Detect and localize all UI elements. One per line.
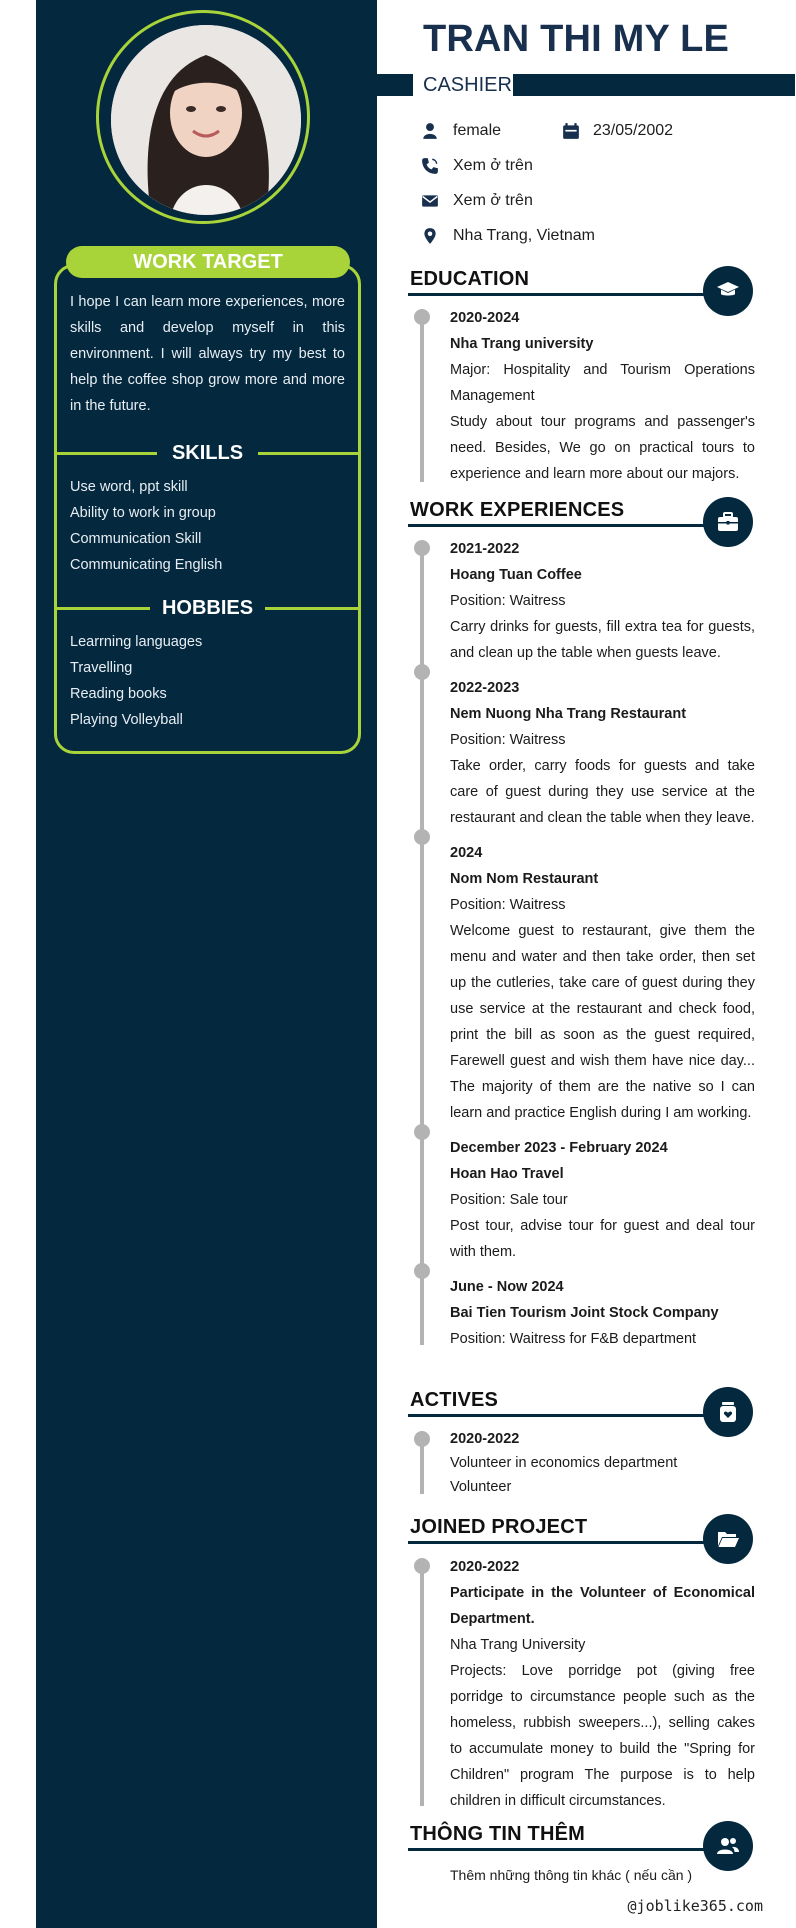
list-item: Ability to work in group (70, 505, 216, 521)
person-name: TRAN THI MY LE (423, 18, 730, 60)
entry-date: 2021-2022 (450, 541, 520, 557)
phone-icon (421, 157, 439, 175)
list-item: Reading books (70, 686, 167, 702)
calendar-icon (562, 122, 580, 140)
hobbies-heading: HOBBIES (161, 597, 254, 619)
divider (408, 1541, 728, 1544)
watermark: @joblike365.com (627, 1897, 763, 1915)
extra-heading: THÔNG TIN THÊM (410, 1823, 586, 1845)
entry-date: 2020-2024 (450, 310, 520, 326)
entry-org: Nom Nom Restaurant (450, 871, 599, 887)
timeline-line (420, 1566, 424, 1806)
entry-org: Hoan Hao Travel (450, 1166, 564, 1182)
timeline-dot (414, 540, 430, 556)
people-icon (716, 1834, 740, 1858)
work-heading: WORK EXPERIENCES (410, 499, 625, 521)
list-item: Communication Skill (70, 531, 202, 547)
entry-project-name: Participate in the Volunteer of Economical Department. (450, 1585, 755, 1627)
location: Nha Trang, Vietnam (453, 227, 596, 244)
extra-text: Thêm những thông tin khác ( nếu cần ) (450, 1867, 693, 1883)
entry-date: June - Now 2024 (450, 1279, 564, 1295)
timeline-dot (414, 1558, 430, 1574)
entry-desc: Welcome guest to restaurant, give them the menu and water and then take order, then set up the cutleries, take care of guest during they use service at the restaurant and check food, print the bill as soon as the guest required, Farewell guest and wish them have nice day... The majority of them are the native so I can learn and practice English during I am working. (450, 923, 755, 1121)
entry-position: Position: Waitress (450, 732, 566, 748)
timeline-dot (414, 829, 430, 845)
work-entry (450, 1274, 755, 1352)
entry-date: 2020-2022 (450, 1559, 520, 1575)
job-title: CASHIER (423, 74, 512, 96)
timeline-dot (414, 1431, 430, 1447)
email: Xem ở trên (453, 192, 533, 209)
entry-role: Volunteer (450, 1479, 512, 1495)
entry-major: Major: Hospitality and Tourism Operations Management (450, 362, 755, 404)
entry-org: Nha Trang university (450, 336, 594, 352)
work-target-heading: WORK TARGET (66, 246, 350, 278)
entry-desc: Take order, carry foods for guests and take care of guest during they use service at the restaurant and clean the table when they leave. (450, 758, 755, 826)
list-item: Playing Volleyball (70, 712, 183, 728)
volunteer-jar-icon (716, 1400, 740, 1424)
entry-position: Position: Waitress (450, 593, 566, 609)
education-heading: EDUCATION (410, 268, 530, 290)
work-target-text: I hope I can learn more experiences, more skills and develop myself in this environment. I will always try my best to help the coffee shop grow more and more in the future. (70, 294, 345, 414)
avatar (111, 25, 301, 215)
briefcase-icon (716, 510, 740, 534)
entry-desc: Projects: Love porridge pot (giving free porridge to circumstance people such as the homeless, rubbish sweepers...), selling cakes to accumulate money to build the "Spring for Children" program The purpose is to help children in difficult circumstances. (450, 1663, 755, 1809)
email-icon (421, 192, 439, 210)
entry-org: Nha Trang University (450, 1637, 586, 1653)
skills-heading: SKILLS (171, 442, 244, 464)
entry-date: 2022-2023 (450, 680, 520, 696)
divider (408, 524, 728, 527)
gender: female (453, 122, 502, 139)
user-icon (421, 122, 439, 140)
entry-desc: Post tour, advise tour for guest and deal tour with them. (450, 1218, 755, 1260)
list-item: Communicating English (70, 557, 223, 573)
timeline-dot (414, 309, 430, 325)
work-entry (450, 840, 755, 1126)
entry-org: Nem Nuong Nha Trang Restaurant (450, 706, 687, 722)
skills-list (70, 474, 350, 578)
timeline-dot (414, 1124, 430, 1140)
entry-org: Bai Tien Tourism Joint Stock Company (450, 1305, 719, 1321)
actives-entry (450, 1427, 755, 1499)
entry-desc: Carry drinks for guests, fill extra tea for guests, and clean up the table when guests leave. (450, 619, 755, 661)
project-heading: JOINED PROJECT (410, 1516, 588, 1538)
entry-date: December 2023 - February 2024 (450, 1140, 668, 1156)
entry-org: Volunteer in economics department (450, 1455, 678, 1471)
entry-org: Hoang Tuan Coffee (450, 567, 582, 583)
work-entry (450, 536, 755, 666)
timeline-dot (414, 664, 430, 680)
hobbies-list (70, 629, 350, 733)
project-entry (450, 1554, 755, 1814)
phone: Xem ở trên (453, 157, 533, 174)
list-item: Use word, ppt skill (70, 479, 188, 495)
work-entry (450, 675, 755, 831)
list-item: Travelling (70, 660, 133, 676)
entry-position: Position: Sale tour (450, 1192, 568, 1208)
hobbies-section-header (54, 593, 361, 623)
entry-position: Position: Waitress for F&B department (450, 1331, 697, 1347)
education-entry (450, 305, 755, 487)
actives-heading: ACTIVES (410, 1389, 499, 1411)
graduation-cap-icon (716, 279, 740, 303)
work-entry (450, 1135, 755, 1265)
timeline-line (420, 1439, 424, 1494)
timeline-line (420, 316, 424, 482)
entry-date: 2020-2022 (450, 1431, 520, 1447)
birthdate: 23/05/2002 (593, 122, 674, 139)
list-item: Learrning languages (70, 634, 203, 650)
divider (408, 1414, 728, 1417)
location-pin-icon (421, 227, 439, 245)
divider (408, 293, 728, 296)
divider (408, 1848, 728, 1851)
timeline-dot (414, 1263, 430, 1279)
folder-open-icon (716, 1527, 740, 1551)
entry-date: 2024 (450, 845, 483, 861)
entry-position: Position: Waitress (450, 897, 566, 913)
skills-section-header (54, 438, 361, 468)
entry-desc: Study about tour programs and passenger's need. Besides, We go on practical tours to experience and learn more about our majors. (450, 414, 755, 482)
